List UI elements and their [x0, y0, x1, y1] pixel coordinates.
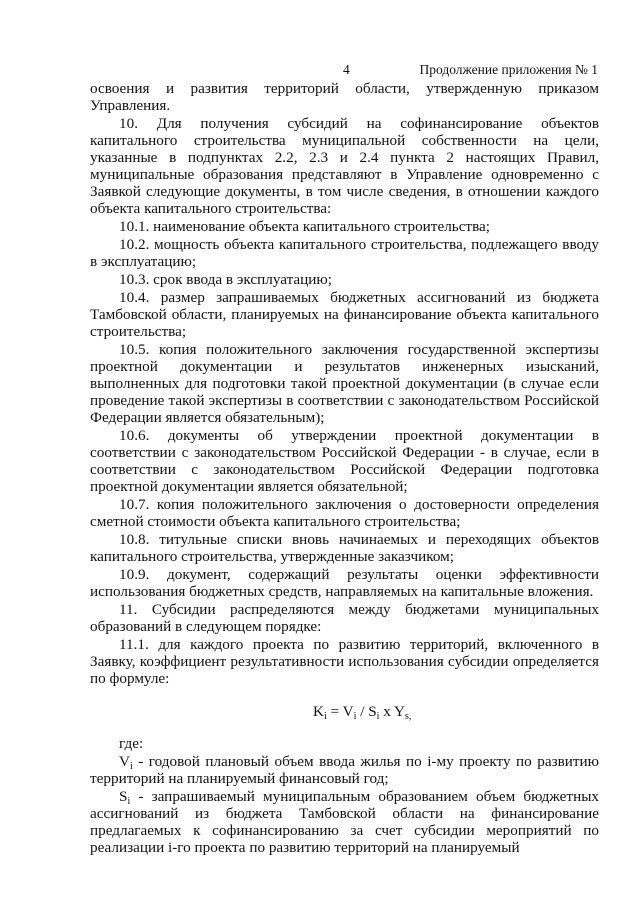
paragraph-10-7: 10.7. копия положительного заключения о достоверности определения сметной стоимости объекта капитального строительства; — [90, 496, 599, 530]
where-label: где: — [119, 735, 144, 752]
formula-k-sub: i — [323, 711, 327, 722]
paragraph-10-6: 10.6. документы об утверждении проектной документации в соответствии с законодательством Российской Федерации - в случае, если в соответствии с законодательством Российской Федерации подготовка проектной документации является обязательной; — [90, 427, 599, 495]
paragraph-10-9: 10.9. документ, содержащий результаты оценки эффективности использования бюджетных средств, направляемых на капитальные вложения. — [90, 566, 599, 600]
paragraph-10-3: 10.3. срок ввода в эксплуатацию; — [119, 271, 332, 288]
definition-v-symbol: V — [119, 753, 130, 770]
page-header — [90, 62, 600, 78]
paragraph-10: 10. Для получения субсидий на софинансирование объектов капитального строительства муниципальной собственности на цели, указанные в подпунктах 2.2, 2.3 и 2.4 пункта 2 настоящих Правил, муниципальные образования представляют в Управление одновременно с Заявкой следующие документы, в том числе сведения, в отношении каждого объекта капитального строительства: — [90, 115, 599, 217]
definition-v-sub: i — [129, 761, 133, 772]
definition-s-text: - запрашиваемый муниципальным образованием объем бюджетных ассигнований из бюджета Тамбовской области на финансирование предлагаемых к софинансированию за счет субсидии мероприятий по реализации i-го проекта по развитию территорий на планируемый — [90, 788, 599, 856]
definition-s-sub: i — [127, 796, 131, 807]
paragraph-11-1: 11.1. для каждого проекта по развитию территорий, включенного в Заявку, коэффициент результативности использования субсидии определяется по формуле: — [90, 636, 599, 687]
formula-y-sub: s, — [405, 711, 412, 722]
continuation-label: Продолжение приложения № 1 — [419, 62, 598, 77]
formula-div: / S — [356, 703, 377, 720]
paragraph-10-4: 10.4. размер запрашиваемых бюджетных ассигнований из бюджета Тамбовской области, планируемых на финансирование объекта капитального строительства; — [90, 289, 599, 340]
definition-s-symbol: S — [119, 788, 128, 805]
definition-s — [90, 788, 599, 856]
formula-eq: = V — [326, 703, 354, 720]
paragraph-10-8: 10.8. титульные списки вновь начинаемых и переходящих объектов капитального строительства, утвержденные заказчиком; — [90, 531, 599, 565]
definition-v-text: - годовой плановый объем ввода жилья по i-му проекту по развитию территорий на планируемый финансовый год; — [90, 753, 599, 787]
document-body — [90, 80, 599, 857]
formula-times: x Y — [379, 703, 406, 720]
definition-v — [90, 753, 599, 787]
formula-s-sub: i — [376, 711, 380, 722]
paragraph-10-5: 10.5. копия положительного заключения государственной экспертизы проектной документации и результатов инженерных изысканий, выполненных для подготовки такой проектной документации (в случае если проведение такой экспертизы в соответствии с законодательством Российской Федерации является обязательным); — [90, 341, 599, 426]
formula-v-sub: i — [353, 711, 357, 722]
page-number: 4 — [343, 62, 350, 77]
paragraph-10-2: 10.2. мощность объекта капитального строительства, подлежащего вводу в эксплуатацию; — [90, 236, 599, 270]
formula — [90, 703, 599, 720]
formula-k: K — [313, 703, 324, 720]
paragraph-10-1: 10.1. наименование объекта капитального строительства; — [119, 218, 491, 235]
paragraph-11: 11. Субсидии распределяются между бюджетами муниципальных образований в следующем порядке: — [90, 601, 599, 635]
paragraph: освоения и развития территорий области, утвержденную приказом Управления. — [90, 80, 599, 114]
